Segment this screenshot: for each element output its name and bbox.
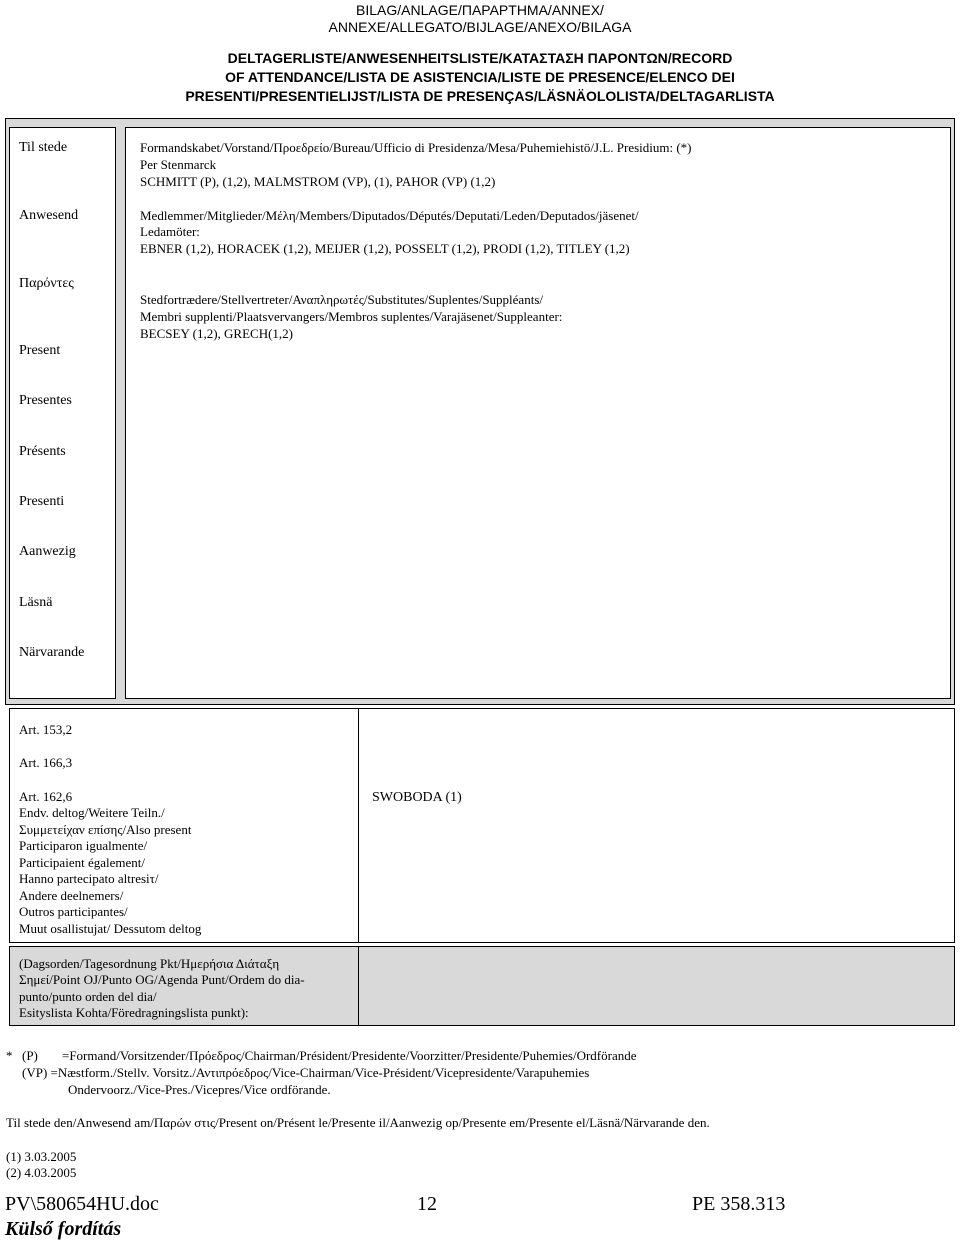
members-heading-1: Medlemmer/Mitglieder/Μέλη/Members/Diputados/Députés/Deputati/Leden/Deputados/jäsenet/ — [140, 208, 639, 223]
footer-pe-number: PE 358.313 — [692, 1193, 786, 1215]
substitutes-heading-2: Membri supplenti/Plaatsvervangers/Membros suplentes/Varajäsenet/Suppleanter: — [140, 309, 563, 324]
label-presenti: Presenti — [19, 494, 65, 509]
date-2: (2) 4.03.2005 — [6, 1165, 77, 1180]
also-present-label-3: Participaron igualmente/ — [19, 838, 148, 853]
also-present-label-4: Participaient également/ — [19, 855, 145, 870]
agenda-line-4: Esityslista Kohta/Föredragningslista punkt): — [19, 1005, 249, 1020]
also-present-label-2: Συμμετείχαν επίσης/Also present — [19, 822, 192, 837]
agenda-line-3: punto/punto orden del dia/ — [19, 989, 157, 1004]
footnote-p-label: (P) — [22, 1048, 38, 1063]
footnote-vp-text: (VP) =Næstform./Stellv. Vorsitz./Αντιπρόεδρος/Vice-Chairman/Vice-Président/Vicepresidente/Varapuhemies — [22, 1065, 590, 1080]
also-present-names: SWOBODA (1) — [372, 790, 462, 805]
bureau-chair: Per Stenmarck — [140, 157, 217, 172]
footer-page-number: 12 — [417, 1193, 437, 1215]
title-line-1: DELTAGERLISTE/ANWESENHEITSLISTE/ΚΑΤΑΣΤΑΣΗ ΠΑΡΟΝΤΩΝ/RECORD — [227, 50, 733, 66]
agenda-line-2: Σημεί/Point OJ/Punto OG/Agenda Punt/Ordem do dia- — [19, 972, 305, 987]
footnote-p-text: =Formand/Vorsitzender/Πρόεδρος/Chairman/Président/Presidente/Voorzitter/Presidente/Puhemies/Ordförande — [62, 1048, 637, 1063]
also-present-cell — [359, 708, 955, 943]
label-presentes: Presentes — [19, 393, 72, 408]
date-1: (1) 3.03.2005 — [6, 1149, 77, 1164]
bureau-members: SCHMITT (P), (1,2), MALMSTROM (VP), (1), PAHOR (VP) (1,2) — [140, 174, 496, 189]
footnote-vp-text-2: Ondervoorz./Vice-Pres./Vicepres/Vice ordförande. — [68, 1082, 331, 1097]
document-title — [0, 49, 960, 106]
label-lasna: Läsnä — [19, 595, 53, 610]
present-on-note: Til stede den/Anwesend am/Παρών στις/Present on/Présent le/Presente il/Aanwezig op/Presente em/Presente el/Läsnä/Närvarande den. — [6, 1115, 710, 1130]
agenda-line-1: (Dagsorden/Tagesordnung Pkt/Ημερήσια Διάταξη — [19, 956, 280, 971]
also-present-label-6: Andere deelnemers/ — [19, 888, 124, 903]
annex-line-2: ANNEXE/ALLEGATO/BIJLAGE/ANEXO/BILAGA — [328, 19, 632, 35]
footnote-star: * — [6, 1048, 13, 1063]
also-present-label-8: Muut osallistujat/ Dessutom deltog — [19, 921, 202, 936]
label-anwesend: Anwesend — [19, 208, 79, 223]
annex-line-1: BILAG/ANLAGE/ΠΑΡΑΡΤΗΜΑ/ANNEX/ — [356, 2, 604, 18]
footer-doc-ref: PV\580654HU.doc — [5, 1193, 159, 1215]
title-line-3: PRESENTI/PRESENTIELIJST/LISTA DE PRESENÇAS/LÄSNÄOLOLISTA/DELTAGARLISTA — [185, 88, 775, 104]
also-present-label-1: Endv. deltog/Weitere Teiln./ — [19, 805, 165, 820]
art-153-2: Art. 153,2 — [19, 722, 73, 737]
label-present: Present — [19, 343, 61, 358]
label-parontes: Παρόντες — [19, 276, 74, 291]
bureau-heading: Formandskabet/Vorstand/Προεδρείο/Bureau/Ufficio di Presidenza/Mesa/Puhemiehistö/J.L. Presidium: (*) — [140, 140, 692, 155]
substitutes-heading-1: Stedfortrædere/Stellvertreter/Αναπληρωτές/Substitutes/Suplentes/Suppléants/ — [140, 292, 543, 307]
art-162-6: Art. 162,6 — [19, 789, 73, 804]
agenda-value-cell — [359, 946, 955, 1026]
art-166-3: Art. 166,3 — [19, 755, 73, 770]
label-til-stede: Til stede — [19, 140, 68, 155]
members-heading-2: Ledamöter: — [140, 224, 200, 239]
title-line-2: OF ATTENDANCE/LISTA DE ASISTENCIA/LISTE DE PRESENCE/ELENCO DEI — [225, 69, 735, 85]
substitutes-names: BECSEY (1,2), GRECH(1,2) — [140, 326, 293, 341]
footer-translation-note: Külső fordítás — [5, 1218, 122, 1240]
label-narvarande: Närvarande — [19, 645, 85, 660]
label-aanwezig: Aanwezig — [19, 544, 76, 559]
label-presents: Présents — [19, 444, 66, 459]
also-present-label-5: Hanno partecipato altresiτ/ — [19, 871, 159, 886]
also-present-label-7: Outros participantes/ — [19, 904, 128, 919]
members-names: EBNER (1,2), HORACEK (1,2), MEIJER (1,2), POSSELT (1,2), PRODI (1,2), TITLEY (1,2) — [140, 241, 630, 256]
annex-header — [0, 2, 960, 36]
